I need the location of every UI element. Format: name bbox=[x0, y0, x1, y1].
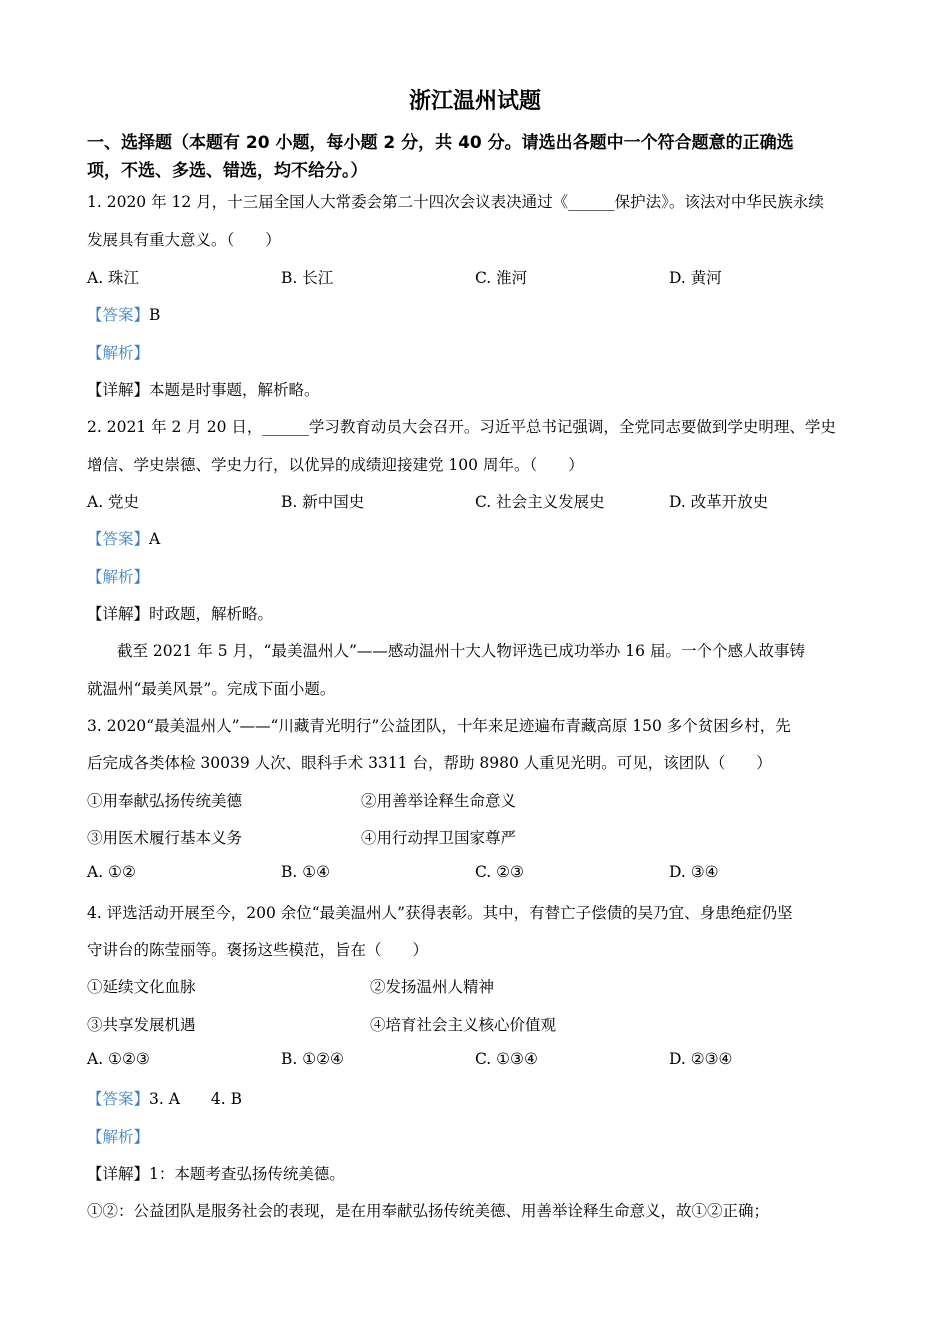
section-heading-line2: 项，不选、多选、错选，均不给分。） bbox=[87, 161, 368, 181]
q3-statement-1: ①用奉献弘扬传统美德 bbox=[87, 792, 243, 810]
answer-tag: 【答案】 bbox=[87, 530, 150, 548]
q1-answer bbox=[87, 303, 877, 325]
q34-analysis-tag: 【解析】 bbox=[87, 1128, 150, 1146]
answer-tag: 【答案】 bbox=[87, 306, 150, 324]
q1-detail: 【详解】本题是时事题，解析略。 bbox=[87, 381, 320, 399]
q4-option-b: B. ①②④ bbox=[281, 1050, 344, 1068]
q3-option-b: B. ①④ bbox=[281, 863, 331, 881]
q3-stem-line2: 后完成各类体检 30039 人次、眼科手术 3311 台，帮助 8980 人重见光明。可见，该团队（ ） bbox=[87, 754, 772, 772]
page-title: 浙江温州试题 bbox=[408, 89, 541, 114]
q4-statement-3: ③共享发展机遇 bbox=[87, 1016, 196, 1034]
q2-stem-line1: 2. 2021 年 2 月 20 日，______学习教育动员大会召开。习近平总书记强调，全党同志要做到学史明理、学史 bbox=[87, 418, 836, 436]
q2-option-a: A. 党史 bbox=[87, 493, 140, 511]
q34-answer bbox=[87, 1087, 877, 1109]
q34-detail-line1: 【详解】1：本题考查弘扬传统美德。 bbox=[87, 1165, 345, 1183]
q2-option-c: C. 社会主义发展史 bbox=[475, 493, 605, 511]
q1-option-c: C. 淮河 bbox=[475, 269, 528, 287]
answer-value: A bbox=[149, 530, 161, 548]
q3-stem-line1: 3. 2020“最美温州人”——“川藏青光明行”公益团队，十年来足迹遍布青藏高原 150 多个贫困乡村，先 bbox=[87, 717, 791, 735]
answer-value: 3. A 4. B bbox=[149, 1090, 243, 1108]
q4-option-c: C. ①③④ bbox=[475, 1050, 538, 1068]
q4-option-a: A. ①②③ bbox=[87, 1050, 150, 1068]
answer-tag: 【答案】 bbox=[87, 1090, 150, 1108]
passage-line2: 就温州“最美风景”。完成下面小题。 bbox=[87, 680, 336, 698]
q3-statement-4: ④用行动捍卫国家尊严 bbox=[361, 829, 517, 847]
q2-option-b: B. 新中国史 bbox=[281, 493, 365, 511]
q1-option-a: A. 珠江 bbox=[87, 269, 140, 287]
q4-statement-1: ①延续文化血脉 bbox=[87, 978, 196, 996]
q4-stem-line1: 4. 评选活动开展至今，200 余位“最美温州人”获得表彰。其中，有替亡子偿债的吴乃宜、身患绝症仍坚 bbox=[87, 904, 793, 922]
q1-stem-line2: 发展具有重大意义。（ ） bbox=[87, 231, 281, 249]
q4-statement-2: ②发扬温州人精神 bbox=[370, 978, 495, 996]
q1-option-b: B. 长江 bbox=[281, 269, 334, 287]
q3-option-c: C. ②③ bbox=[475, 863, 524, 881]
q4-statement-4: ④培育社会主义核心价值观 bbox=[370, 1016, 557, 1034]
q1-option-d: D. 黄河 bbox=[669, 269, 722, 287]
q3-statement-3: ③用医术履行基本义务 bbox=[87, 829, 243, 847]
q3-option-a: A. ①② bbox=[87, 863, 136, 881]
section-heading-line1: 一、选择题（本题有 20 小题，每小题 2 分，共 40 分。请选出各题中一个符合题意的正确选 bbox=[87, 133, 794, 153]
q2-detail: 【详解】时政题，解析略。 bbox=[87, 605, 274, 623]
q3-statement-2: ②用善举诠释生命意义 bbox=[361, 792, 517, 810]
q4-stem-line2: 守讲台的陈莹丽等。褒扬这些模范，旨在（ ） bbox=[87, 941, 429, 959]
answer-value: B bbox=[149, 306, 161, 324]
q1-analysis-tag: 【解析】 bbox=[87, 344, 150, 362]
passage-line1: 截至 2021 年 5 月，“最美温州人”——感动温州十大人物评选已成功举办 16 届。一个个感人故事铸 bbox=[117, 642, 805, 660]
q34-detail-line2: ①②：公益团队是服务社会的表现，是在用奉献弘扬传统美德、用善举诠释生命意义，故①②正确； bbox=[87, 1202, 770, 1220]
q1-stem-line1: 1. 2020 年 12 月，十三届全国人大常委会第二十四次会议表决通过《______保护法》。该法对中华民族永续 bbox=[87, 193, 824, 211]
q2-option-d: D. 改革开放史 bbox=[669, 493, 769, 511]
q3-option-d: D. ③④ bbox=[669, 863, 719, 881]
q2-stem-line2: 增信、学史崇德、学史力行，以优异的成绩迎接建党 100 周年。（ ） bbox=[87, 456, 584, 474]
q4-option-d: D. ②③④ bbox=[669, 1050, 733, 1068]
q2-analysis-tag: 【解析】 bbox=[87, 568, 150, 586]
q2-answer bbox=[87, 527, 877, 549]
